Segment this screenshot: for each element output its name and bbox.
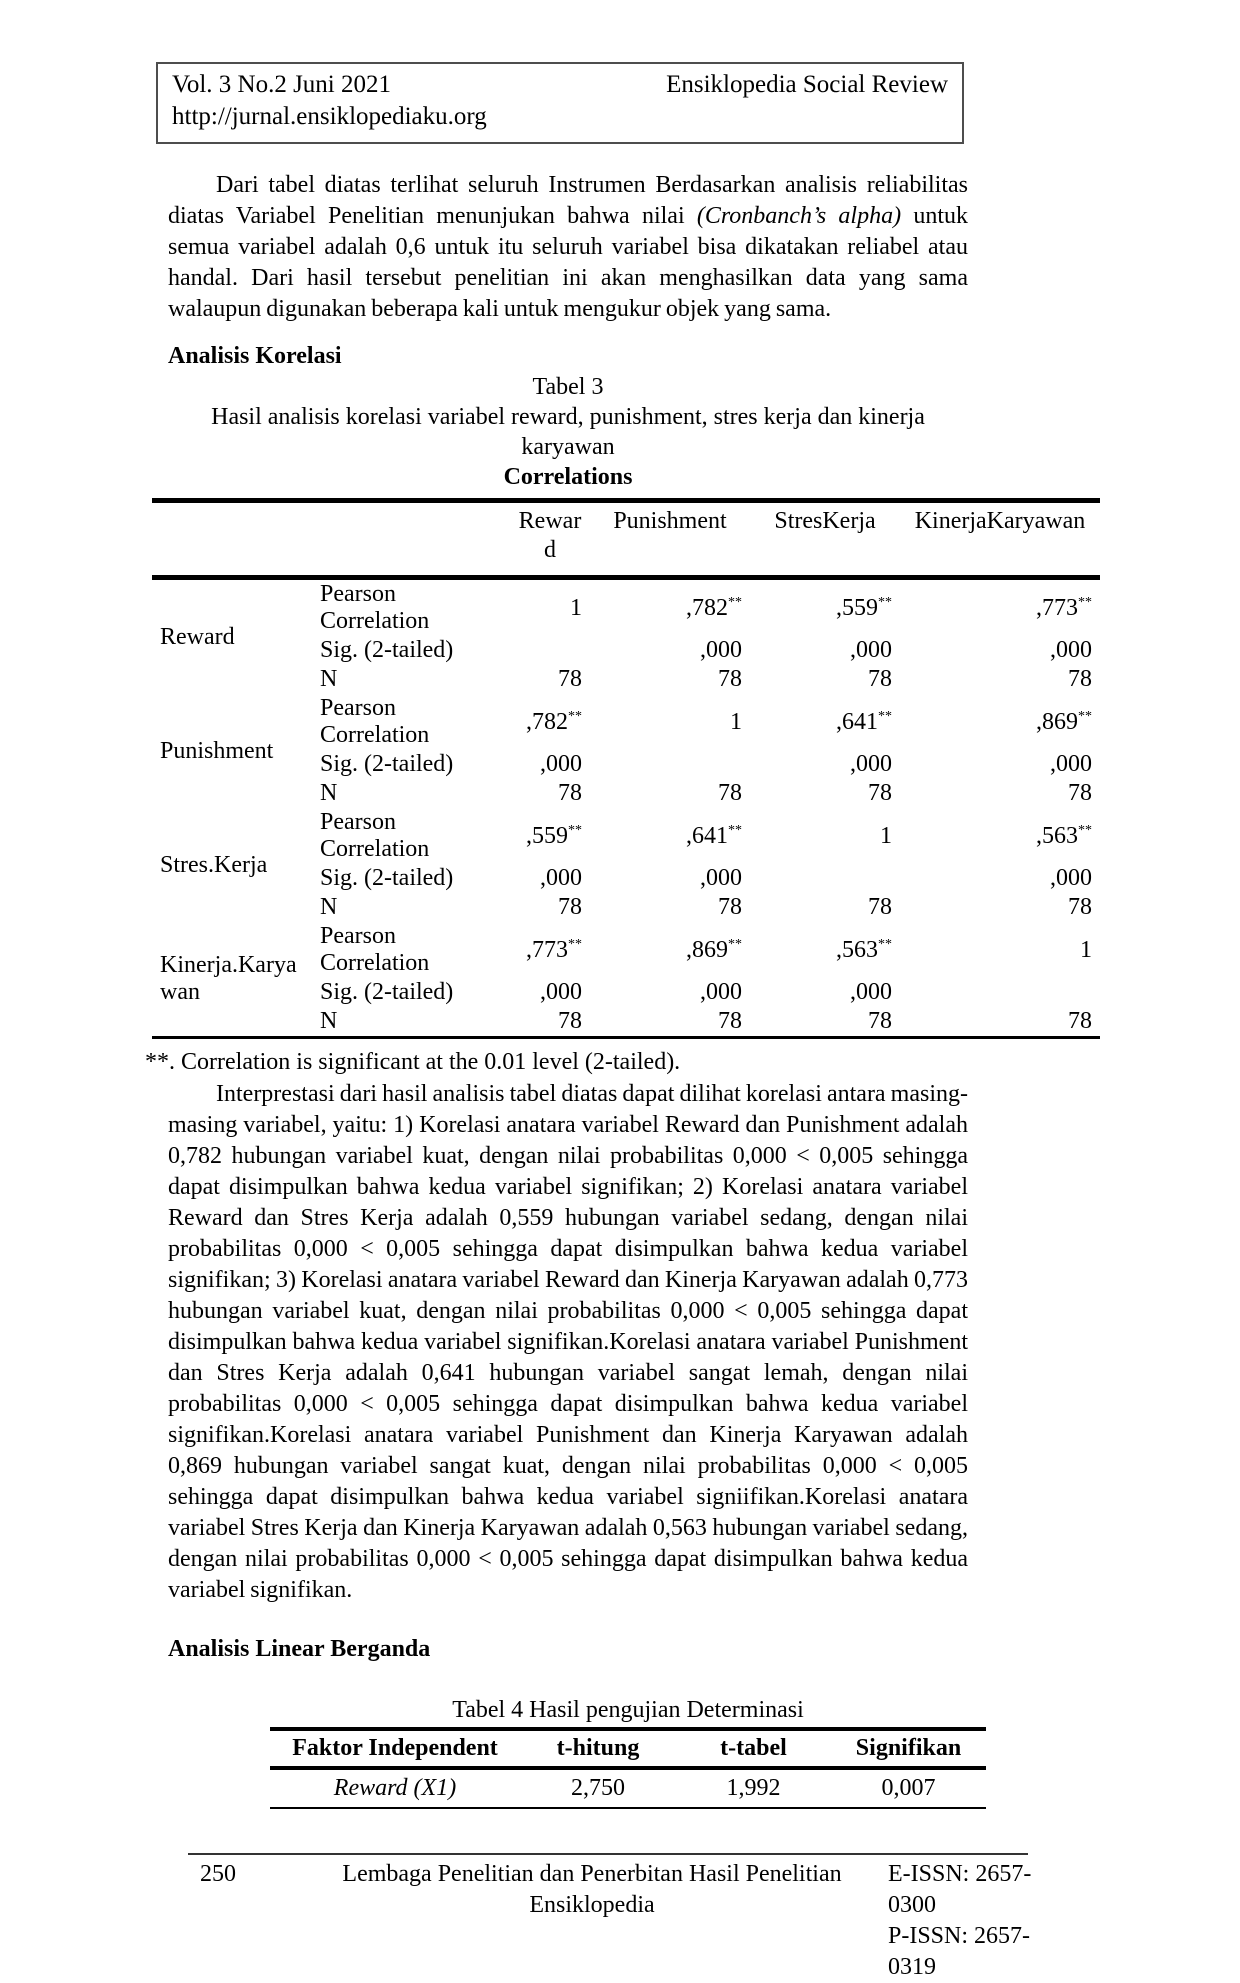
tabel3-caption: Hasil analisis korelasi variabel reward, punishment, stres kerja dan kinerja karyawan [211, 404, 925, 460]
corr-value [510, 922, 590, 978]
corr-variable-label-reward: Reward [160, 623, 235, 650]
corr-row-streskerja-pearson [152, 808, 1100, 864]
corr-number: ,773 [526, 936, 568, 963]
corr-number: ,559 [526, 822, 568, 849]
footer-eissn: E-ISSN: 2657-0300 [888, 1861, 1032, 1918]
table-footnote: **. Correlation is significant at the 0.01 level (2-tailed). [145, 1049, 681, 1075]
col-header-streskerja: StresKerja [774, 508, 876, 534]
corr-number: 1 [730, 708, 742, 735]
corr-value: ,000 [1050, 865, 1092, 891]
corr-value: 78 [1068, 1008, 1092, 1034]
corr-stat-label: Sig. (2-tailed) [320, 751, 454, 777]
significance-stars: ** [728, 594, 742, 610]
corr-value: ,000 [540, 979, 582, 1005]
significance-stars: ** [568, 708, 582, 724]
corr-value [750, 578, 900, 637]
correlations-header-row [152, 501, 1100, 578]
corr-value [590, 578, 750, 637]
corr-value [750, 694, 900, 750]
corr-number: 1 [880, 822, 892, 849]
corr-value [900, 578, 1100, 637]
significance-stars: ** [878, 936, 892, 952]
journal-url: http://jurnal.ensiklopediaku.org [172, 103, 487, 130]
page-footer [200, 1859, 1064, 1983]
corr-stat-label: Pearson Correlation [320, 809, 430, 862]
corr-stat-label: Pearson Correlation [320, 695, 430, 748]
corr-value: 78 [718, 894, 742, 920]
t4-header-faktor: Faktor Independent [292, 1735, 498, 1761]
significance-stars: ** [1078, 822, 1092, 838]
correlations-table [152, 498, 1100, 1039]
document-page [0, 62, 1240, 1983]
corr-value: ,000 [700, 865, 742, 891]
tabel4-header-row [270, 1729, 986, 1768]
significance-stars: ** [1078, 708, 1092, 724]
corr-number: ,782 [686, 594, 728, 621]
col-header-reward: Reward [518, 508, 582, 563]
corr-row-kinerja-pearson [152, 922, 1100, 978]
corr-value: 78 [718, 666, 742, 692]
corr-value: ,000 [850, 751, 892, 777]
corr-value: ,000 [850, 979, 892, 1005]
corr-value [510, 808, 590, 864]
significance-stars: ** [878, 708, 892, 724]
corr-value: ,000 [700, 979, 742, 1005]
corr-value [590, 750, 750, 779]
corr-value: 78 [1068, 666, 1092, 692]
corr-value: ,000 [850, 637, 892, 663]
corr-value: ,000 [1050, 751, 1092, 777]
p1-italic-cronbach: (Cronbanch’s alpha) [696, 203, 902, 229]
paragraph-reliability [168, 170, 968, 325]
corr-value [590, 694, 750, 750]
t4-header-t-hitung: t-hitung [556, 1735, 640, 1761]
paragraph-interpretation: Interprestasi dari hasil analisis tabel diatas dapat dilihat korelasi antara masing-masing variabel, yaitu: 1) Korelasi anatara variabel Reward dan Punishment adalah 0,782 hubungan variabel kuat, dengan nilai probabilitas 0,000 < 0,005 sehingga dapat disimpulkan bahwa kedua variabel signifikan; 2) Korelasi anatara variabel Reward dan Stres Kerja adalah 0,559 hubungan variabel sedang, dengan nilai probabilitas 0,000 < 0,005 sehingga dapat disimpulkan bahwa kedua variabel signifikan; 3) Korelasi anatara variabel Reward dan Kinerja Karyawan adalah 0,773 hubungan variabel kuat, dengan nilai probabilitas 0,000 < 0,005 sehingga dapat disimpulkan bahwa kedua variabel signifikan.Korelasi anatara variabel Punishment dan Stres Kerja adalah 0,641 hubungan variabel sangat lemah, dengan nilai probabilitas 0,000 < 0,005 sehingga dapat disimpulkan bahwa kedua variabel signifikan.Korelasi anatara variabel Punishment dan Kinerja Karyawan adalah 0,869 hubungan variabel sangat kuat, dengan nilai probabilitas 0,000 < 0,005 sehingga dapat disimpulkan bahwa kedua variabel signiifikan.Korelasi anatara variabel Stres Kerja dan Kinerja Karyawan adalah 0,563 hubungan variabel sedang, dengan nilai probabilitas 0,000 < 0,005 sehingga dapat disimpulkan bahwa kedua variabel signifikan. [168, 1081, 968, 1603]
t4-faktor-value: Reward (X1) [333, 1775, 457, 1801]
corr-number: ,869 [686, 936, 728, 963]
corr-value: 78 [558, 666, 582, 692]
corr-value [590, 922, 750, 978]
t4-signifikan-value: 0,007 [881, 1775, 936, 1801]
p1-text-before: Dari tabel diatas terlihat seluruh Instrumen Berdasarkan analisis reliabilitas diatas Variabel Penelitian menunjukan bahwa nilai [168, 172, 968, 229]
journal-header-line2 [172, 101, 948, 133]
col-header-punishment: Punishment [613, 508, 727, 534]
corr-value [750, 922, 900, 978]
corr-number: ,563 [1036, 822, 1078, 849]
significance-stars: ** [728, 936, 742, 952]
t4-t-tabel-value: 1,992 [726, 1775, 781, 1801]
corr-variable-label-punishment: Punishment [160, 737, 274, 764]
corr-value: 78 [868, 666, 892, 692]
corr-value [900, 694, 1100, 750]
corr-value [510, 694, 590, 750]
corr-stat-label: Sig. (2-tailed) [320, 979, 454, 1005]
significance-stars: ** [568, 822, 582, 838]
tabel4-title: Tabel 4 Hasil pengujian Determinasi [452, 1697, 804, 1723]
corr-value: ,000 [700, 637, 742, 663]
p1-text-after: untuk semua variabel adalah 0,6 untuk itu seluruh variabel bisa dikatakan reliabel atau handal. Dari hasil tersebut penelitian ini akan menghasilkan data yang sama walaupun digunakan beberapa kali untuk mengukur objek yang sama. [168, 203, 968, 322]
corr-stat-label: Pearson Correlation [320, 923, 430, 976]
corr-value [750, 808, 900, 864]
corr-number: ,782 [526, 708, 568, 735]
heading-analisis-korelasi: Analisis Korelasi [168, 343, 342, 369]
corr-stat-label: N [320, 1008, 338, 1034]
corr-value: ,000 [540, 751, 582, 777]
corr-value: 78 [1068, 894, 1092, 920]
t4-header-signifikan: Signifikan [855, 1735, 962, 1761]
corr-number: 1 [1080, 936, 1092, 963]
corr-stat-label: N [320, 666, 338, 692]
corr-stat-label: Pearson Correlation [320, 581, 430, 634]
footer-publisher: Lembaga Penelitian dan Penerbitan Hasil Penelitian Ensiklopedia [342, 1861, 842, 1918]
journal-header-line1 [172, 69, 948, 101]
corr-variable-label-kinerja: Kinerja.Karyawan [160, 952, 297, 1005]
corr-value: 78 [718, 1008, 742, 1034]
corr-value [900, 808, 1100, 864]
corr-value: 78 [558, 894, 582, 920]
corr-number: ,641 [836, 708, 878, 735]
journal-header [156, 62, 964, 144]
corr-number: 1 [570, 594, 582, 621]
t4-t-hitung-value: 2,750 [571, 1775, 625, 1801]
corr-value: ,000 [1050, 637, 1092, 663]
journal-title: Ensiklopedia Social Review [666, 71, 948, 98]
corr-value: 78 [718, 780, 742, 806]
page-number: 250 [200, 1861, 236, 1887]
corr-value [750, 864, 900, 893]
corr-value: 78 [558, 780, 582, 806]
corr-value: ,000 [540, 865, 582, 891]
significance-stars: ** [728, 822, 742, 838]
corr-value: 78 [868, 1008, 892, 1034]
corr-number: ,869 [1036, 708, 1078, 735]
corr-value: 78 [868, 894, 892, 920]
corr-value [590, 808, 750, 864]
corr-number: ,641 [686, 822, 728, 849]
corr-stat-label: Sig. (2-tailed) [320, 637, 454, 663]
corr-row-reward-pearson [152, 578, 1100, 637]
significance-stars: ** [1078, 594, 1092, 610]
significance-stars: ** [568, 936, 582, 952]
corr-number: ,559 [836, 594, 878, 621]
corr-value [900, 978, 1100, 1007]
corr-number: ,563 [836, 936, 878, 963]
correlations-title: Correlations [503, 464, 633, 490]
footer-divider [188, 1853, 1028, 1855]
corr-stat-label: N [320, 780, 338, 806]
tabel4-section [270, 1695, 986, 1809]
tabel4-data-row [270, 1768, 986, 1808]
corr-row-punishment-pearson [152, 694, 1100, 750]
tabel4-table [270, 1727, 986, 1809]
significance-stars: ** [878, 594, 892, 610]
corr-value [900, 922, 1100, 978]
corr-header-spacer [152, 501, 510, 578]
footer-pissn: P-ISSN: 2657-0319 [888, 1923, 1031, 1980]
corr-value: 78 [558, 1008, 582, 1034]
corr-stat-label: Sig. (2-tailed) [320, 865, 454, 891]
t4-header-t-tabel: t-tabel [720, 1735, 787, 1761]
tabel3-label: Tabel 3 [532, 374, 604, 400]
journal-volume: Vol. 3 No.2 Juni 2021 [172, 71, 392, 98]
corr-value: 78 [1068, 780, 1092, 806]
heading-analisis-linear: Analisis Linear Berganda [168, 1636, 431, 1662]
corr-number: ,773 [1036, 594, 1078, 621]
corr-value [510, 578, 590, 637]
footer-issn-block [888, 1859, 1064, 1983]
col-header-kinerjakaryawan: KinerjaKaryawan [914, 508, 1086, 534]
corr-value [510, 636, 590, 665]
corr-variable-label-streskerja: Stres.Kerja [160, 851, 268, 878]
corr-stat-label: N [320, 894, 338, 920]
corr-value: 78 [868, 780, 892, 806]
